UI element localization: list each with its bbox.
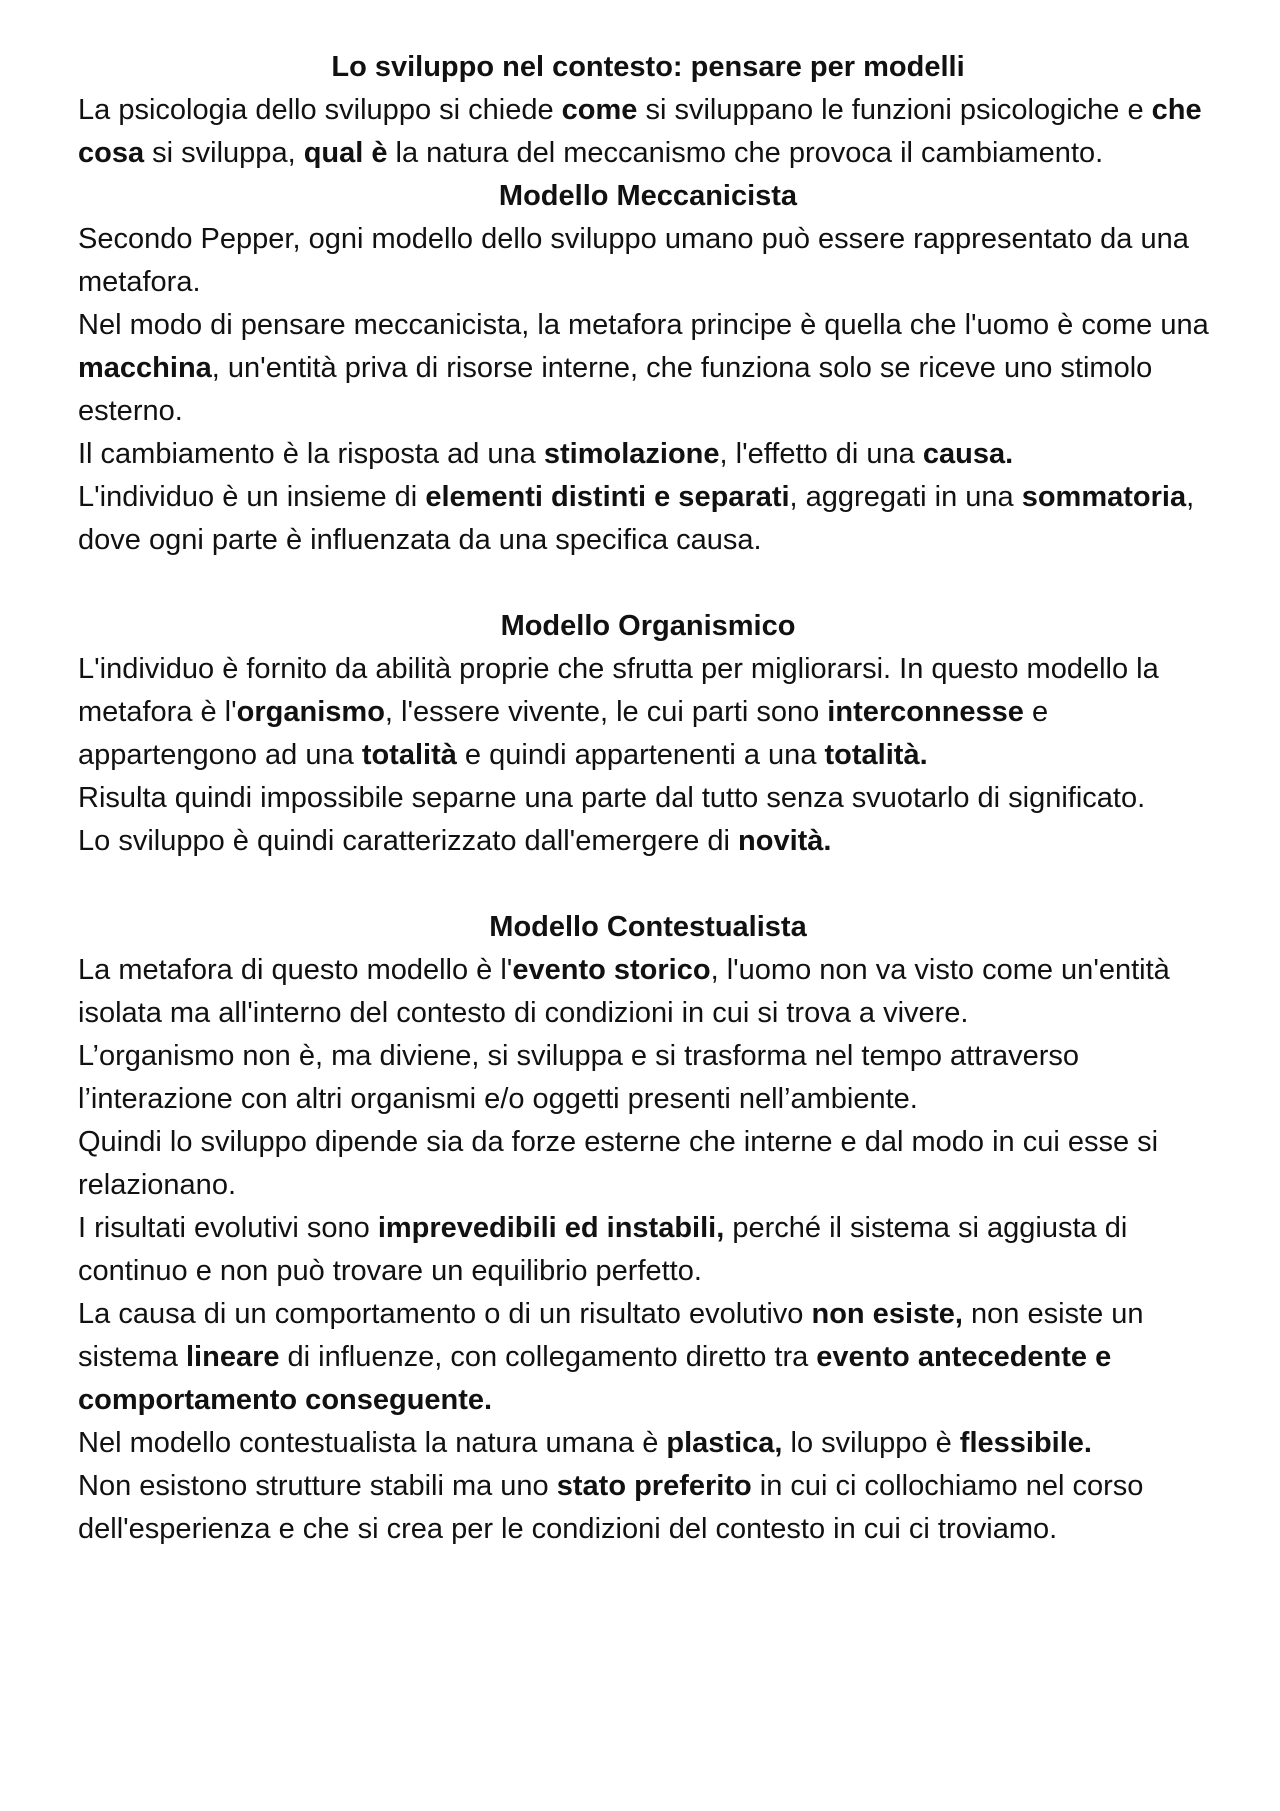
bold-term: totalità: [361, 739, 457, 771]
text-run: Nel modello contestualista la natura umana è: [78, 1427, 667, 1459]
bold-term: flessibile.: [959, 1427, 1092, 1459]
text-run: , aggregati in una: [789, 481, 1022, 513]
bold-term: non esiste,: [811, 1298, 963, 1330]
meccanicista-paragraph-2: [78, 304, 1218, 433]
document-page: [78, 46, 1218, 1551]
section-heading-organismico: Modello Organismico: [500, 610, 796, 642]
text-run: , l'uomo non va visto come un'entità isolata ma all'interno del contesto di condizioni in cui si trova a vivere.: [78, 954, 1170, 1029]
text-run: Non esistono strutture stabili ma uno: [78, 1470, 557, 1502]
text-run: la natura del meccanismo che provoca il cambiamento.: [387, 137, 1104, 169]
text-run: e quindi appartenenti a una: [456, 739, 825, 771]
bold-term: elementi distinti e separati: [425, 481, 790, 513]
meccanicista-paragraph-3: [78, 433, 1218, 476]
bold-term: organismo: [236, 696, 385, 728]
text-run: Il cambiamento è la risposta ad una: [78, 438, 544, 470]
bold-term: qual è: [303, 137, 388, 169]
intro-paragraph: [78, 89, 1218, 175]
bold-term: che cosa: [78, 94, 1202, 169]
contestualista-paragraph-7: [78, 1465, 1218, 1551]
bold-term: plastica,: [666, 1427, 783, 1459]
bold-term: macchina: [78, 352, 212, 384]
text-run: , un'entità priva di risorse interne, che funziona solo se riceve uno stimolo esterno.: [78, 352, 1153, 427]
bold-term: imprevedibili ed instabili,: [377, 1212, 725, 1244]
blank-line: [78, 562, 1218, 605]
contestualista-paragraph-1: [78, 949, 1218, 1035]
bold-term: evento antecedente e comportamento conseguente.: [78, 1341, 1112, 1416]
text-run: lo sviluppo è: [782, 1427, 960, 1459]
text-run: L'individuo è fornito da abilità proprie che sfrutta per migliorarsi. In questo modello la metafora è l': [78, 653, 1159, 728]
contestualista-paragraph-5: [78, 1293, 1218, 1422]
text-run: Lo sviluppo è quindi caratterizzato dall'emergere di: [78, 825, 739, 857]
text-run: La metafora di questo modello è l': [78, 954, 513, 986]
text-run: si sviluppano le funzioni psicologiche e: [637, 94, 1152, 126]
contestualista-paragraph-3: Quindi lo sviluppo dipende sia da forze esterne che interne e dal modo in cui esse si relazionano.: [78, 1126, 1159, 1201]
bold-term: stimolazione: [543, 438, 720, 470]
organismico-paragraph-1: [78, 648, 1218, 777]
text-run: e appartengono ad una: [78, 696, 1049, 771]
text-run: si sviluppa,: [144, 137, 304, 169]
contestualista-paragraph-6: [78, 1422, 1218, 1465]
contestualista-paragraph-2: L’organismo non è, ma diviene, si sviluppa e si trasforma nel tempo attraverso l’interazione con altri organismi e/o oggetti presenti nell’ambiente.: [78, 1040, 1079, 1115]
text-run: non esiste un sistema: [78, 1298, 1144, 1373]
bold-term: totalità.: [824, 739, 928, 771]
meccanicista-paragraph-4: [78, 476, 1218, 562]
text-run: di influenze, con collegamento diretto tra: [279, 1341, 817, 1373]
text-run: La causa di un comportamento o di un risultato evolutivo: [78, 1298, 812, 1330]
organismico-paragraph-2: Risulta quindi impossibile separne una parte dal tutto senza svuotarlo di significato.: [78, 782, 1146, 814]
bold-term: evento storico: [512, 954, 711, 986]
text-run: in cui ci collochiamo nel corso dell'esperienza e che si crea per le condizioni del contesto in cui ci troviamo.: [78, 1470, 1144, 1545]
text-run: , dove ogni parte è influenzata da una specifica causa.: [78, 481, 1195, 556]
organismico-paragraph-3: [78, 820, 1218, 863]
meccanicista-paragraph-1: Secondo Pepper, ogni modello dello sviluppo umano può essere rappresentato da una metafora.: [78, 223, 1189, 298]
bold-term: sommatoria: [1021, 481, 1187, 513]
section-heading-meccanicista: Modello Meccanicista: [498, 180, 798, 212]
bold-term: causa.: [922, 438, 1014, 470]
text-run: Nel modo di pensare meccanicista, la metafora principe è quella che l'uomo è come una: [78, 309, 1209, 341]
text-run: L'individuo è un insieme di: [78, 481, 426, 513]
text-run: , l'effetto di una: [719, 438, 923, 470]
section-heading-contestualista: Modello Contestualista: [489, 911, 807, 943]
bold-term: come: [561, 94, 638, 126]
bold-term: stato preferito: [556, 1470, 752, 1502]
text-run: I risultati evolutivi sono: [78, 1212, 378, 1244]
bold-term: interconnesse: [827, 696, 1024, 728]
bold-term: lineare: [185, 1341, 280, 1373]
blank-line: [78, 863, 1218, 906]
text-run: , l'essere vivente, le cui parti sono: [384, 696, 828, 728]
bold-term: novità.: [738, 825, 832, 857]
document-title: Lo sviluppo nel contesto: pensare per modelli: [331, 51, 965, 83]
text-run: perché il sistema si aggiusta di continuo e non può trovare un equilibrio perfetto.: [78, 1212, 1128, 1287]
text-run: La psicologia dello sviluppo si chiede: [78, 94, 562, 126]
contestualista-paragraph-4: [78, 1207, 1218, 1293]
